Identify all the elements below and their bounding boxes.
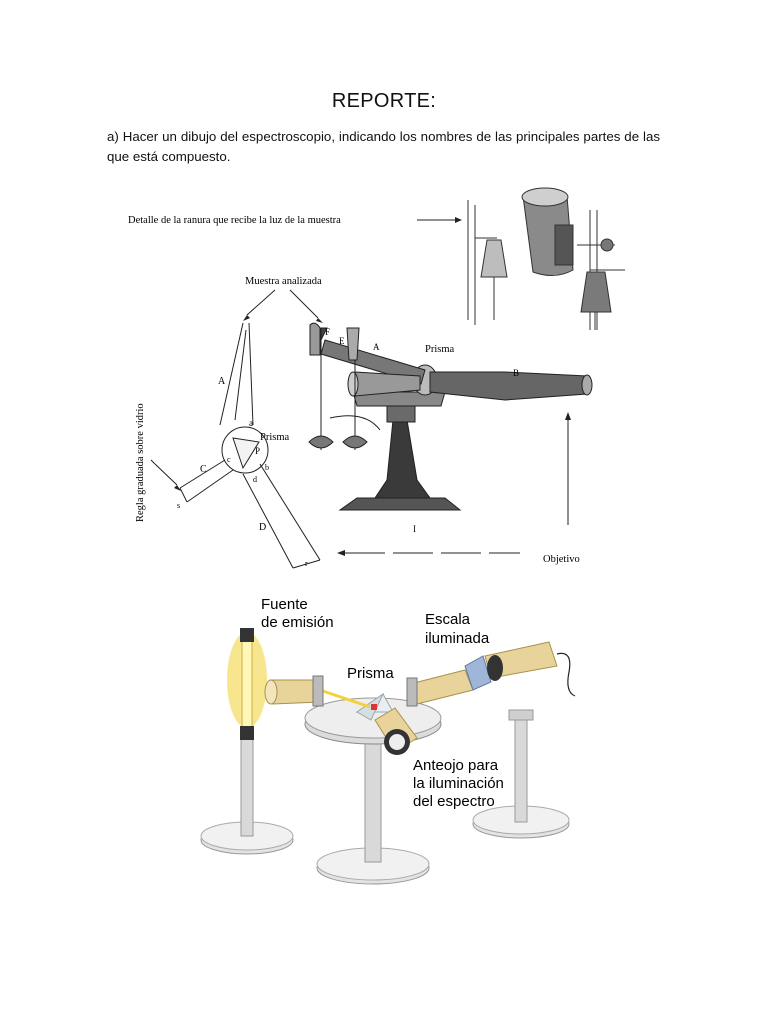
prism-label: Prisma xyxy=(347,665,394,682)
detail-slit-label: Detalle de la ranura que recibe la luz de la muestra xyxy=(128,215,341,226)
scale-label-line2: iluminada xyxy=(425,630,490,647)
eyepiece-label-line2: la iluminación xyxy=(413,775,504,792)
letter-i: I xyxy=(413,524,416,534)
source-stand xyxy=(241,732,253,836)
letter-a-lower: a xyxy=(249,418,253,428)
graduated-scale-label: Regla graduada sobre vidrio xyxy=(135,403,146,522)
lamp-bottom-cap xyxy=(240,726,254,740)
letter-c-upper: C xyxy=(200,464,207,475)
letter-r: r xyxy=(305,559,308,568)
objective-label: Objetivo xyxy=(543,554,580,565)
scale-lamp xyxy=(487,655,503,681)
source-label-line1: Fuente xyxy=(261,596,308,613)
sample-label: Muestra analizada xyxy=(245,276,322,287)
scale-label-line1: Escala xyxy=(425,611,471,628)
letter-s: s xyxy=(177,501,181,510)
prism-label-left: Prisma xyxy=(260,432,290,443)
report-title: REPORTE: xyxy=(331,90,437,112)
scale-stand xyxy=(515,714,527,822)
letter-b-upper: B xyxy=(513,368,520,378)
letter-c-lower: c xyxy=(227,455,231,464)
question-a: a) Hacer un dibujo del espectroscopio, indicando los nombres de las principales partes de las que está compuesto. xyxy=(107,129,660,164)
letter-d-upper: D xyxy=(259,522,267,533)
letter-e: E xyxy=(339,336,345,346)
letter-f: F xyxy=(325,327,331,337)
eyepiece-label-line1: Anteojo para xyxy=(413,757,499,774)
schematic-diagram xyxy=(155,323,320,568)
letter-p: P xyxy=(255,446,261,456)
source-label-line2: de emisión xyxy=(261,614,334,631)
slit-detail-drawing xyxy=(468,188,625,330)
letter-d-lower: d xyxy=(253,475,257,484)
eyepiece-label-line3: del espectro xyxy=(413,793,495,810)
letter-b-lower: b xyxy=(265,463,269,472)
lamp-top-cap xyxy=(240,628,254,642)
telescope-tube xyxy=(410,670,473,704)
historic-spectroscope-figure xyxy=(125,180,645,580)
letter-a-upper: A xyxy=(218,376,226,387)
letter-a-instrument: A xyxy=(373,342,380,352)
prism-label-right: Prisma xyxy=(425,344,455,355)
modern-spectroscope-figure xyxy=(195,592,615,902)
center-stand xyxy=(365,742,381,862)
